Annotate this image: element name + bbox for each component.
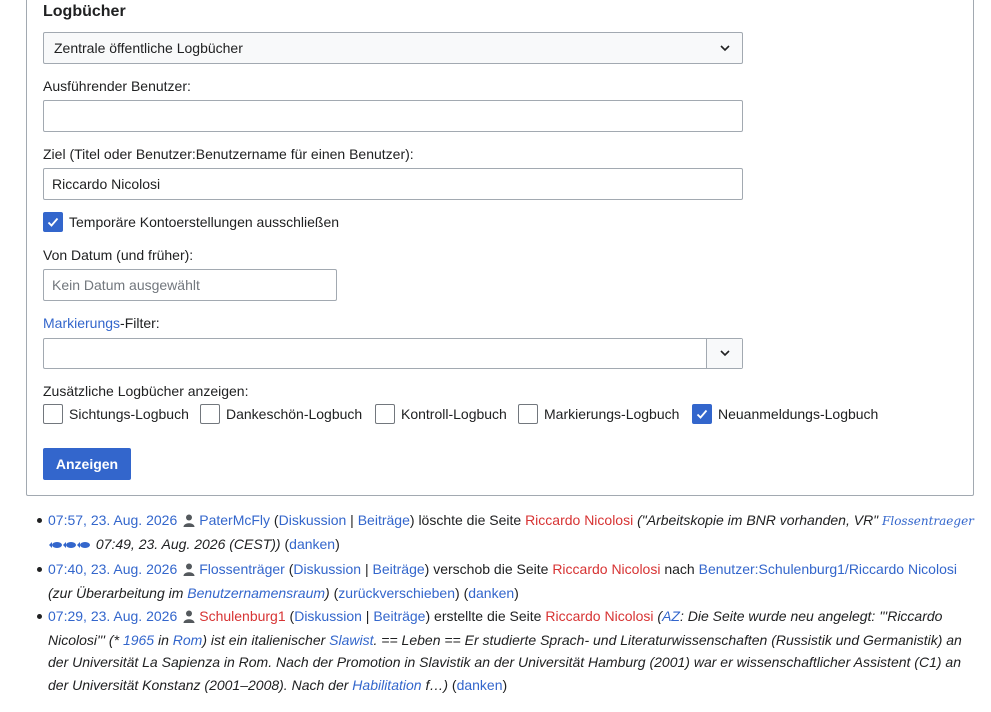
- namespace-link[interactable]: Benutzernamensraum: [187, 585, 326, 602]
- field-link[interactable]: Slawist: [329, 632, 374, 649]
- entry-time-link[interactable]: 07:57, 23. Aug. 2026: [48, 512, 178, 528]
- entry-talk-link[interactable]: Diskussion: [293, 560, 362, 577]
- extra-log-markierung[interactable]: [518, 404, 679, 424]
- fish-icon: [48, 535, 92, 557]
- habilitation-link[interactable]: Habilitation: [352, 676, 422, 693]
- sichtung-label: Sichtungs-Logbuch: [69, 406, 189, 422]
- exclude-temp-row[interactable]: [43, 212, 339, 232]
- user-icon: [183, 511, 195, 533]
- entry-reason: "Arbeitskopie im BNR vorhanden, VR": [641, 512, 879, 528]
- signature-link[interactable]: Flossentraeger: [882, 514, 974, 528]
- entry-action: erstellte die Seite: [434, 607, 542, 624]
- thank-link[interactable]: danken: [289, 536, 336, 553]
- log-type-select[interactable]: [43, 32, 743, 64]
- year-link[interactable]: 1965: [122, 632, 155, 649]
- date-input[interactable]: Kein Datum ausgewählt: [43, 269, 337, 301]
- entry-to: nach: [664, 560, 695, 577]
- log-type-selected: Zentrale öffentliche Logbücher: [54, 40, 243, 56]
- date-label: Von Datum (und früher):: [43, 247, 194, 263]
- entry-page-link[interactable]: Riccardo Nicolosi: [545, 607, 654, 624]
- entry-summary-part: f…: [425, 676, 444, 693]
- log-entry: 07:57, 23. Aug. 2026 PaterMcFly (Diskussion | Beiträge) löschte die Seite Riccardo Nicolosi ("Arbeitskopie im BNR vorhanden, VR" Flossentraeger 07:49, 23. Aug. 2026 (CEST)) (danken): [30, 509, 975, 558]
- danke-label: Dankeschön-Logbuch: [226, 406, 363, 422]
- performer-input[interactable]: [43, 100, 743, 132]
- fieldset-legend: Logbücher: [43, 3, 126, 20]
- entry-user-link[interactable]: Flossenträger: [199, 560, 285, 577]
- entry-reason: zur Überarbeitung im: [52, 585, 184, 602]
- performer-label: Ausführender Benutzer:: [43, 78, 191, 94]
- exclude-temp-label: Temporäre Kontoerstellungen ausschließen: [69, 214, 340, 230]
- signature-time: 07:49, 23. Aug. 2026 (CEST): [95, 536, 276, 553]
- entry-time-link[interactable]: 07:40, 23. Aug. 2026: [48, 560, 178, 577]
- revert-link[interactable]: zurückverschieben: [338, 585, 456, 602]
- neuanmeldung-checkbox[interactable]: [692, 404, 712, 424]
- az-link[interactable]: AZ: [662, 607, 680, 624]
- markierung-label: Markierungs-Logbuch: [544, 406, 680, 422]
- entry-summary-part: . == Leben == Er studierte Sprach- und Literaturwissenschaften (Russistik und Germanistik) an der Universität La Sapienza in Rom. Nach der Promotion in Slavistik an der Universität Hamburg (2001) war er wissenschaftlicher Assistent (C1) an der Universität Konstanz (2001–2008). Nach der: [48, 632, 962, 693]
- extra-logs-label: Zusätzliche Logbücher anzeigen:: [43, 383, 249, 399]
- entry-action: löschte die Seite: [418, 512, 522, 528]
- entry-page-link[interactable]: Riccardo Nicolosi: [525, 512, 634, 528]
- city-link[interactable]: Rom: [172, 632, 203, 649]
- entry-user-link[interactable]: PaterMcFly: [199, 512, 271, 528]
- entry-target-link[interactable]: Benutzer:Schulenburg1/Riccardo Nicolosi: [698, 560, 957, 577]
- neuanmeldung-label: Neuanmeldungs-Logbuch: [718, 406, 879, 422]
- tag-filter-link[interactable]: Markierungs: [43, 315, 121, 331]
- log-entry: 07:40, 23. Aug. 2026 Flossenträger (Diskussion | Beiträge) verschob die Seite Riccardo Nicolosi nach Benutzer:Schulenburg1/Riccardo Nicolosi (zur Überarbeitung im Benutzernamensraum) (zurückverschieben) (danken): [30, 558, 975, 605]
- entry-summary-part: : Die Seite wurde neu angelegt: '''Riccardo Nicolosi''' (*: [48, 607, 943, 649]
- entry-action: verschob die Seite: [433, 560, 549, 577]
- submit-button[interactable]: Anzeigen: [43, 448, 131, 480]
- tag-filter-input[interactable]: [43, 338, 743, 369]
- extra-log-danke[interactable]: [200, 404, 362, 424]
- extra-log-sichtung[interactable]: [43, 404, 189, 424]
- entry-time-link[interactable]: 07:29, 23. Aug. 2026: [48, 607, 178, 624]
- entry-talk-link[interactable]: Diskussion: [278, 512, 347, 528]
- entry-summary-part: ) ist ein italienischer: [202, 632, 326, 649]
- entry-user-link[interactable]: Schulenburg1: [199, 607, 286, 624]
- target-input[interactable]: Riccardo Nicolosi: [43, 168, 743, 200]
- thank-link[interactable]: danken: [456, 676, 503, 693]
- entry-summary-part: in: [157, 632, 169, 649]
- chevron-down-icon: [720, 33, 730, 74]
- log-entry: 07:29, 23. Aug. 2026 Schulenburg1 (Diskussion | Beiträge) erstellte die Seite Riccardo Nicolosi (AZ: Die Seite wurde neu angelegt: '''Riccardo Nicolosi''' (* 1965 in Rom) ist ein italienischer Slawist. == Leben == Er studierte Sprach- und Literaturwissenschaften (Russistik und Germanistik) an der Universität La Sapienza in Rom. Nach der Promotion in Slavistik an der Universität Hamburg (2001) war er wissenschaftlicher Assistent (C1) an der Universität Konstanz (2001–2008). Nach der Habilitation f…) (danken): [30, 605, 975, 697]
- user-icon: [183, 607, 195, 629]
- log-list: [30, 509, 975, 696]
- thank-link[interactable]: danken: [468, 585, 515, 602]
- kontroll-label: Kontroll-Logbuch: [401, 406, 507, 422]
- entry-page-link[interactable]: Riccardo Nicolosi: [552, 560, 661, 577]
- markierung-checkbox[interactable]: [518, 404, 538, 424]
- kontroll-checkbox[interactable]: [375, 404, 395, 424]
- user-icon: [183, 560, 195, 582]
- entry-contribs-link[interactable]: Beiträge: [357, 512, 410, 528]
- entry-contribs-link[interactable]: Beiträge: [372, 560, 425, 577]
- extra-log-kontroll[interactable]: [375, 404, 507, 424]
- extra-log-neuanmeldung[interactable]: [692, 404, 878, 424]
- tag-filter-suffix: -Filter:: [120, 315, 160, 331]
- tag-filter-label: [43, 315, 160, 331]
- sichtung-checkbox[interactable]: [43, 404, 63, 424]
- target-label: Ziel (Titel oder Benutzer:Benutzername für einen Benutzer):: [43, 146, 414, 162]
- danke-checkbox[interactable]: [200, 404, 220, 424]
- entry-contribs-link[interactable]: Beiträge: [373, 607, 426, 624]
- tag-filter-dropdown-button[interactable]: [706, 339, 742, 368]
- exclude-temp-checkbox[interactable]: [43, 212, 63, 232]
- entry-talk-link[interactable]: Diskussion: [294, 607, 362, 624]
